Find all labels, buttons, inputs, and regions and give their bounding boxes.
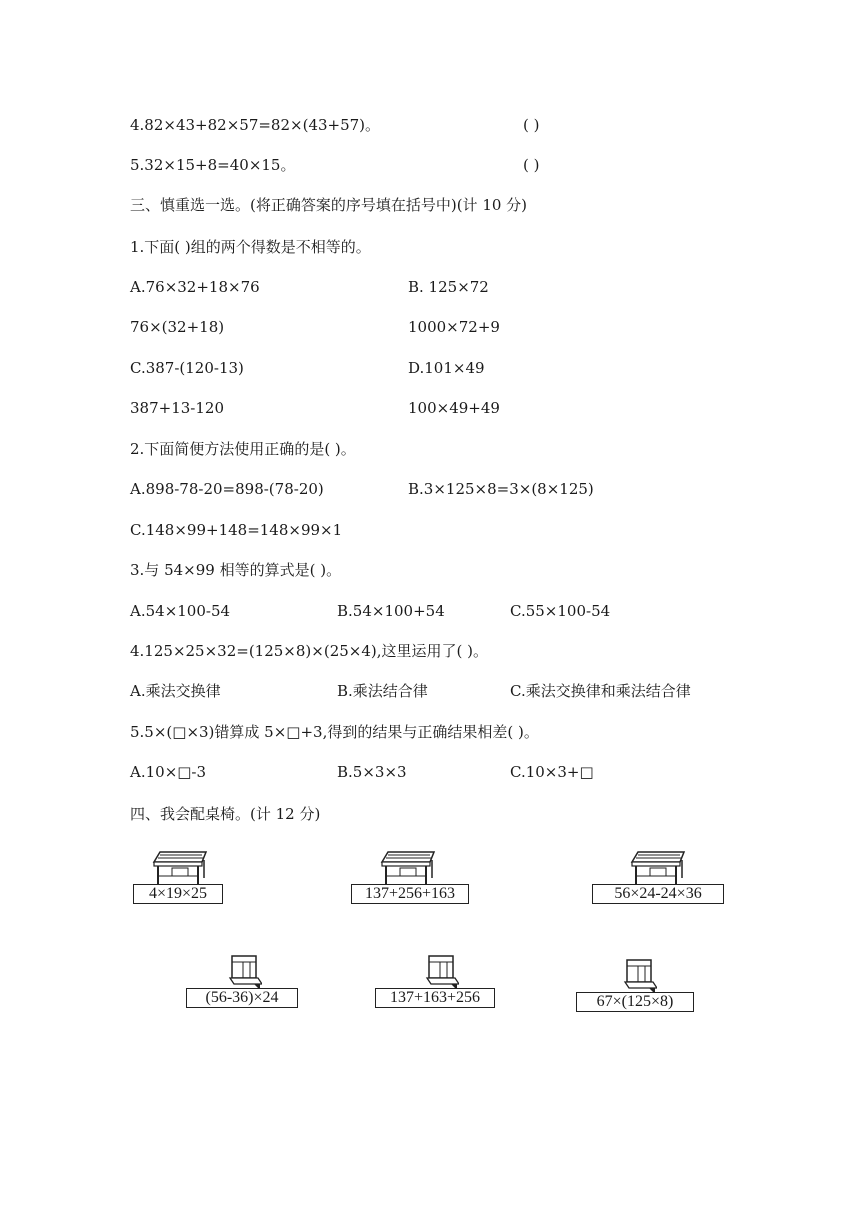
q2-option-c[interactable]: C.148×99+148=148×99×1 — [130, 521, 343, 539]
q4-option-a[interactable]: A.乘法交换律 — [130, 682, 221, 700]
chair-expression[interactable]: (56-36)×24 — [186, 988, 298, 1008]
desk-expression[interactable]: 56×24-24×36 — [592, 884, 724, 904]
answer-paren-5[interactable]: ( ) — [523, 156, 540, 174]
q1-option-d-line2: 100×49+49 — [408, 399, 500, 417]
chair-icon — [623, 958, 657, 994]
chair-expression[interactable]: 137+163+256 — [375, 988, 495, 1008]
q5-stem: 5.5×(□×3)错算成 5×□+3,得到的结果与正确结果相差( )。 — [130, 723, 539, 741]
desk-icon — [378, 848, 440, 886]
q4-option-c[interactable]: C.乘法交换律和乘法结合律 — [510, 682, 691, 700]
answer-paren-4[interactable]: ( ) — [523, 116, 540, 134]
chair-icon — [228, 954, 262, 990]
desk-expression[interactable]: 137+256+163 — [351, 884, 469, 904]
q3-option-a[interactable]: A.54×100-54 — [130, 602, 231, 620]
desk-expression[interactable]: 4×19×25 — [133, 884, 223, 904]
judge-item-5: 5.32×15+8=40×15。 — [130, 156, 296, 174]
q3-stem: 3.与 54×99 相等的算式是( )。 — [130, 561, 342, 579]
q5-option-a[interactable]: A.10×□-3 — [130, 763, 207, 781]
q1-option-c[interactable]: C.387-(120-13) — [130, 359, 244, 377]
q3-option-c[interactable]: C.55×100-54 — [510, 602, 611, 620]
q4-option-b[interactable]: B.乘法结合律 — [337, 682, 428, 700]
q1-option-c-line2: 387+13-120 — [130, 399, 224, 417]
judge-item-4: 4.82×43+82×57=82×(43+57)。 — [130, 116, 381, 134]
section4-heading: 四、我会配桌椅。(计 12 分) — [130, 805, 321, 823]
q4-stem: 4.125×25×32=(125×8)×(25×4),这里运用了( )。 — [130, 642, 488, 660]
q1-option-a-line2: 76×(32+18) — [130, 318, 225, 336]
chair-icon — [425, 954, 459, 990]
q1-stem: 1.下面( )组的两个得数是不相等的。 — [130, 238, 371, 256]
section3-heading: 三、慎重选一选。(将正确答案的序号填在括号中)(计 10 分) — [130, 196, 528, 214]
q2-stem: 2.下面简便方法使用正确的是( )。 — [130, 440, 356, 458]
q1-option-a[interactable]: A.76×32+18×76 — [130, 278, 260, 296]
chair-expression[interactable]: 67×(125×8) — [576, 992, 694, 1012]
q5-option-c[interactable]: C.10×3+□ — [510, 763, 594, 781]
q5-option-b[interactable]: B.5×3×3 — [337, 763, 407, 781]
q1-option-b-line2: 1000×72+9 — [408, 318, 500, 336]
q1-option-d[interactable]: D.101×49 — [408, 359, 485, 377]
q2-option-a[interactable]: A.898-78-20=898-(78-20) — [130, 480, 324, 498]
q3-option-b[interactable]: B.54×100+54 — [337, 602, 445, 620]
q1-option-b[interactable]: B. 125×72 — [408, 278, 489, 296]
q2-option-b[interactable]: B.3×125×8=3×(8×125) — [408, 480, 594, 498]
desk-icon — [628, 848, 690, 886]
desk-icon — [150, 848, 212, 886]
